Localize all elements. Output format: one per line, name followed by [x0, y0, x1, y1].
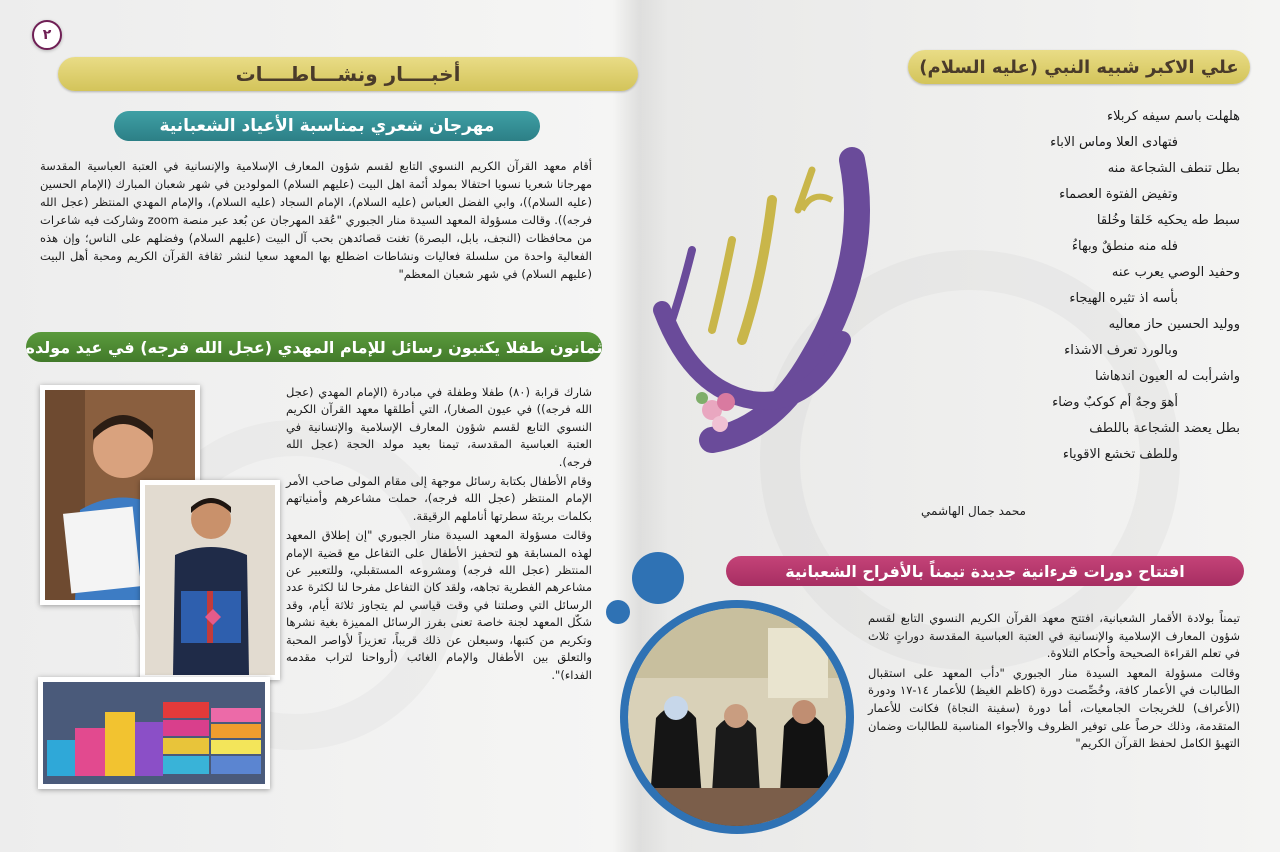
decorative-circle — [606, 600, 630, 624]
poem-verse: وللطف تخشع الاقوياء — [1062, 447, 1178, 462]
article-text-children-letters — [286, 384, 592, 800]
article-paragraph: وقالت مسؤولة المعهد السيدة منار الجبوري "إن إطلاق المعهد لهذه المسابقة هو لتحفيز الأطفال على التفاعل مع قضية الإمام المنتظر (عجل الله فرجه) ومشروعه المستقبلي، وللتعبير عن مشاعرهم الفطرية تجاهه، ولقد كان التفاعل مفرحا لنا لكثرة عدد الرسائل التي وصلتنا في وقت قياسي لم يتجاوز ثلاثة أيام، وقد شكّل المعهد لجنة خاصة تعنى بفرز الرسائل المميزة بغية نشرها وتكريم من كتبها، وسيعلن عن ذلك قريباً، تعزيزاً لأواصر المحبة والتعلق بين الأطفال والإمام الغائب (أرواحنا لتراب مقدمه الفداء)". — [286, 528, 592, 682]
article-paragraph: وقام الأطفال بكتابة رسائل موجهة إلى مقام المولى صاحب الأمر الإمام المنتظر (عجل الله فرجه)، حملت مشاعرهم وأمنياتهم بكلمات بريئة سطرتها أناملهم الرقيقة. — [286, 474, 592, 523]
calligraphy-illustration — [622, 140, 892, 470]
poem-verse: ووليد الحسين حاز معاليه — [1108, 317, 1240, 332]
boy-gift-illustration — [145, 485, 275, 675]
poem-verse: فله منه منطقٌ وبهاءُ — [1071, 239, 1178, 254]
calligraphy-text: علي الأكبر — [754, 460, 760, 461]
article-title-poetry-festival: مهرجان شعري بمناسبة الأعياد الشعبانية — [114, 111, 540, 141]
women-class-photo — [628, 608, 846, 826]
page-number: ٢ — [32, 20, 62, 50]
article-title-children-letters: ثمانون طفلا يكتبون رسائل للإمام المهدي (عجل الله فرجه) في عيد مولده — [26, 332, 602, 362]
article-title-quran-courses: افتتاح دورات قرءانية جديدة تيمناً بالأفراح الشعبانية — [726, 556, 1244, 586]
poem-verse: واشرأبت له العيون اندهاشا — [1094, 369, 1240, 384]
poem-verse: بطل يعضد الشجاعة باللطف — [1089, 421, 1240, 436]
poem-verse: هلهلت باسم سيفه كربلاء — [1107, 109, 1240, 124]
article-text-poetry-festival: أقام معهد القرآن الكريم النسوي التابع لقسم شؤون المعارف الإسلامية والإنسانية في العتبة العباسية المقدسة مهرجانا شعريا نسويا احتفالا بمولد أئمة اهل البيت (عليهم السلام) المولودين في شهر شعبان المبارك (الإمام الحسين (عليه السلام))، وابي الفضل العباس (عليه السلام)، الإمام السجاد (عليه السلام)، والإمام المهدي المنتظر (عجل الله فرجه)). وقالت مسؤولة المعهد السيدة منار الجبوري "عُقد المهرجان عن بُعد عبر منصة zoom وشاركت فيه شاعرات من محافظات (النجف، بابل، البصرة) تغنت قصائدهن بحب آل البيت (عليهم السلام) وفضلهم على الناس؛ وإن هذه الفعالية واحدة من سلسلة فعاليات ونشاطات اضطلع بها المعهد سعيا لنشر ثقافة القرآن الكريم ومحبة أهل البيت (عليهم السلام) في شهر شعبان المعظم" — [40, 159, 592, 281]
poem-verse: وتفيض الفتوة العصماء — [1059, 187, 1178, 202]
poet-name: محمد جمال الهاشمي — [921, 504, 1026, 518]
poem-verse: أهوَ وجهٌ أم كوكبٌ وضاء — [1052, 395, 1178, 410]
poem-verse: سبط طه يحكيه خَلقا وخُلقا — [1096, 213, 1240, 228]
gifts-illustration — [43, 682, 265, 784]
photo-boy-with-gift — [140, 480, 280, 680]
section-title-news: أخبــــار ونشـــاطــــات — [58, 57, 638, 91]
article-paragraph: شارك قرابة (٨٠) طفلا وطفلة في مبادرة (الإمام المهدي (عجل الله فرجه)) في عيون الصغار)، التي أطلقها معهد القرآن الكريم النسوي التابع لقسم شؤون المعارف الإسلامية والإنسانية في العتبة العباسية المقدسة، تيمنا بعيد مولد الحجة (عجل الله فرجه). — [286, 385, 593, 469]
photo-circle-frame — [620, 600, 854, 834]
poem-verse: فتهادى العلا وماس الاباء — [1050, 135, 1178, 150]
calligraphy-artwork — [622, 140, 892, 470]
decorative-circle — [632, 552, 684, 604]
poem-verse: بأسه اذ تثيره الهيجاء — [1069, 291, 1178, 306]
poem-verse: وحفيد الوصي يعرب عنه — [1111, 265, 1240, 280]
article-paragraph: تيمناً بولادة الأقمار الشعبانية، افتتح معهد القرآن الكريم النسوي التابع لقسم شؤون المعارف الإسلامية والإنسانية في العتبة العباسية المقدسة دوراتٍ ثلاث في تعلم القراءة الصحيحة وأحكام التلاوة. — [868, 611, 1240, 661]
article-paragraph: وقالت مسؤولة المعهد السيدة منار الجبوري "دأب المعهد على استقبال الطالبات في الأعمار كافة، وخُصِّصت دورة (كاظم الغيظ) للأعمار ١٤-١٧ ودورة (الأعراف) للخريجات الجامعيات، أما دورة (سفينة النجاة) فكانت للأعمار المتقدمة، وذلك حرصاً على توفير الظروف والأجواء المناسبة للطالبات وضمان التهيؤ الكامل لحفظ القرآن الكريم" — [868, 665, 1241, 751]
poem-verse: وبالورد تعرف الاشذاء — [1064, 343, 1178, 358]
photo-wrapped-gifts — [38, 677, 270, 789]
poem-verse: بطل تنطف الشجاعة منه — [1107, 161, 1240, 176]
section-title-ali-akbar: علي الاكبر شبيه النبي (عليه السلام) — [908, 50, 1250, 84]
poem — [870, 104, 1240, 468]
article-text-quran-courses — [868, 610, 1240, 820]
